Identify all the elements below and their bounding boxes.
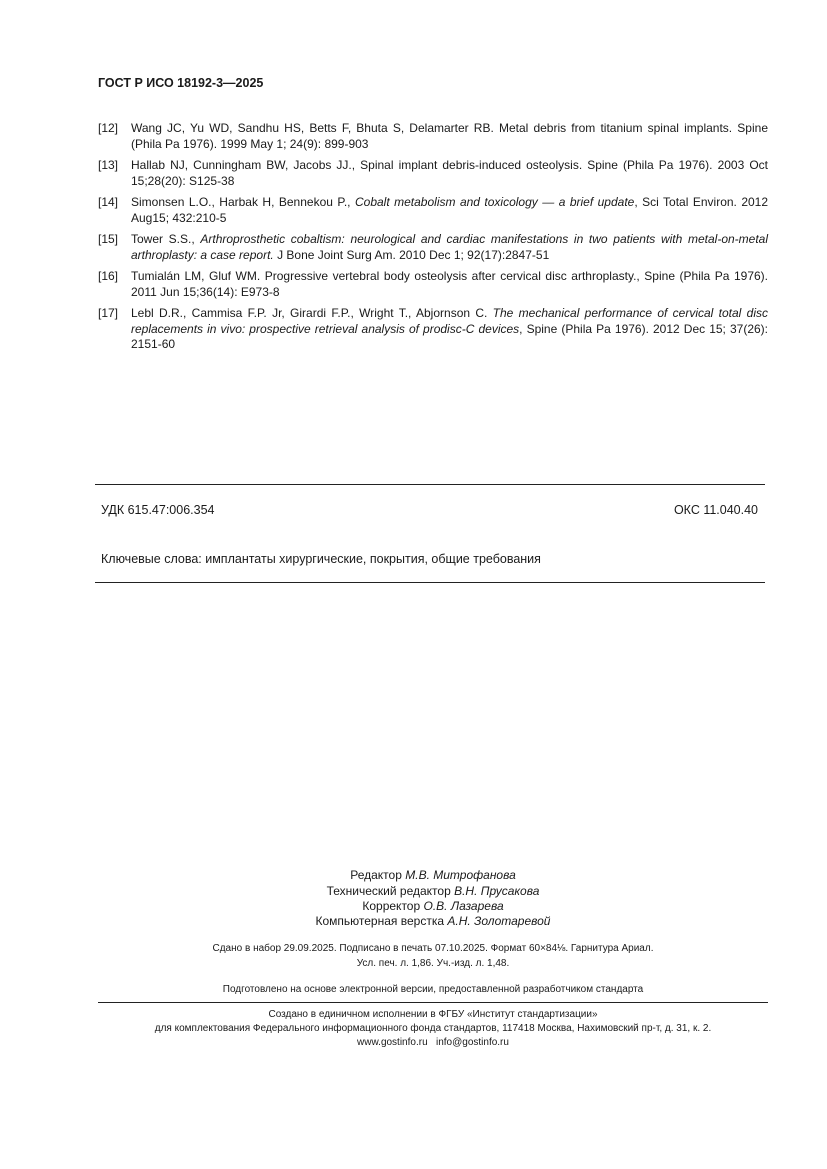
reference-source: J Bone Joint Surg Am. 2010 Dec 1; 92(17):2847-51 — [273, 247, 550, 262]
reference-item — [98, 306, 768, 353]
reference-authors: Tower S.S., — [131, 232, 201, 246]
reference-text — [131, 232, 768, 263]
reference-item — [98, 232, 768, 263]
layout-line — [98, 914, 768, 930]
email-link[interactable]: info@gostinfo.ru — [435, 1037, 509, 1048]
corrector-name: О.В. Лазарева — [423, 899, 504, 913]
reference-title: Cobalt metabolism and toxicology — a brief update — [354, 195, 635, 209]
reference-number: [15] — [98, 232, 119, 246]
created-line-2: для комплектования Федерального информационного фонда стандартов, 117418 Москва, Нахимовский пр-т, д. 31, к. 2. — [154, 1023, 712, 1034]
layout-label: Компьютерная верстка — [315, 914, 448, 928]
editor-line — [98, 868, 768, 884]
corrector-label: Корректор — [362, 899, 424, 913]
reference-item — [98, 269, 768, 300]
editor-label: Редактор — [350, 868, 406, 882]
udk-code: УДК 615.47:006.354 — [101, 503, 215, 517]
layout-name: А.Н. Золотаревой — [447, 914, 551, 928]
tech-editor-line — [98, 884, 768, 900]
reference-number: [17] — [98, 306, 119, 320]
editor-name: М.В. Митрофанова — [405, 868, 516, 882]
reference-text — [131, 306, 768, 353]
reference-title: Arthroprosthetic cobaltism: neurological and cardiac manifestations in two patients with metal-on-metal arthroplasty: a case report. — [131, 232, 769, 262]
imprint-divider — [98, 1002, 768, 1003]
divider-top — [95, 484, 765, 485]
reference-source: , Sci Total Environ. 2012 Aug15; 432:210-5 — [131, 195, 769, 225]
imprint-line-2: Усл. печ. л. 1,86. Уч.-изд. л. 1,48. — [356, 958, 510, 969]
tech-editor-name: В.Н. Прусакова — [454, 884, 540, 898]
reference-item — [98, 195, 768, 226]
reference-authors: Lebl D.R., Cammisa F.P. Jr, Girardi F.P., Wright T., Abjornson C. — [131, 306, 493, 320]
prepared-note: Подготовлено на основе электронной версии, предоставленной разработчиком стандарта — [222, 984, 644, 995]
oks-code: ОКС 11.040.40 — [673, 503, 758, 517]
website-link[interactable]: www.gostinfo.ru — [357, 1037, 428, 1048]
reference-item — [98, 158, 768, 189]
reference-text — [131, 195, 768, 226]
reference-number: [13] — [98, 158, 119, 172]
reference-item — [98, 121, 768, 152]
reference-number: [14] — [98, 195, 119, 209]
reference-source: , Spine (Phila Pa 1976). 2012 Dec 15; 37(26): 2151-60 — [131, 321, 768, 351]
reference-title: The mechanical performance of cervical total disc replacements in vivo: prospective retrieval analysis of prodisc-C devices — [131, 306, 768, 336]
reference-text: Hallab NJ, Cunningham BW, Jacobs JJ., Spinal implant debris-induced osteolysis. Spine (Phila Pa 1976). 2003 Oct 15;28(20): S125-38 — [131, 158, 768, 188]
imprint-line-1: Сдано в набор 29.09.2025. Подписано в печать 07.10.2025. Формат 60×84⅛. Гарнитура Ариал. — [212, 943, 654, 954]
contacts-line — [98, 1036, 768, 1050]
divider-bottom — [95, 582, 765, 583]
corrector-line — [98, 899, 768, 915]
reference-text: Tumialán LM, Gluf WM. Progressive vertebral body osteolysis after cervical disc arthroplasty., Spine (Phila Pa 1976). 2011 Jun 15;36(14): E973-8 — [131, 269, 768, 299]
reference-text: Wang JC, Yu WD, Sandhu HS, Betts F, Bhuta S, Delamarter RB. Metal debris from titanium spinal implants. Spine (Phila Pa 1976). 1999 May 1; 24(9): 899-903 — [131, 121, 768, 151]
created-line-1: Создано в единичном исполнении в ФГБУ «Институт стандартизации» — [268, 1009, 598, 1020]
keywords-line: Ключевые слова: имплантаты хирургические, покрытия, общие требования — [101, 552, 541, 566]
references-list — [98, 121, 768, 359]
reference-number: [16] — [98, 269, 119, 283]
reference-authors: Simonsen L.O., Harbak H, Bennekou P., — [131, 195, 355, 209]
reference-number: [12] — [98, 121, 119, 135]
document-header: ГОСТ Р ИСО 18192-3—2025 — [98, 76, 264, 90]
tech-editor-label: Технический редактор — [326, 884, 455, 898]
